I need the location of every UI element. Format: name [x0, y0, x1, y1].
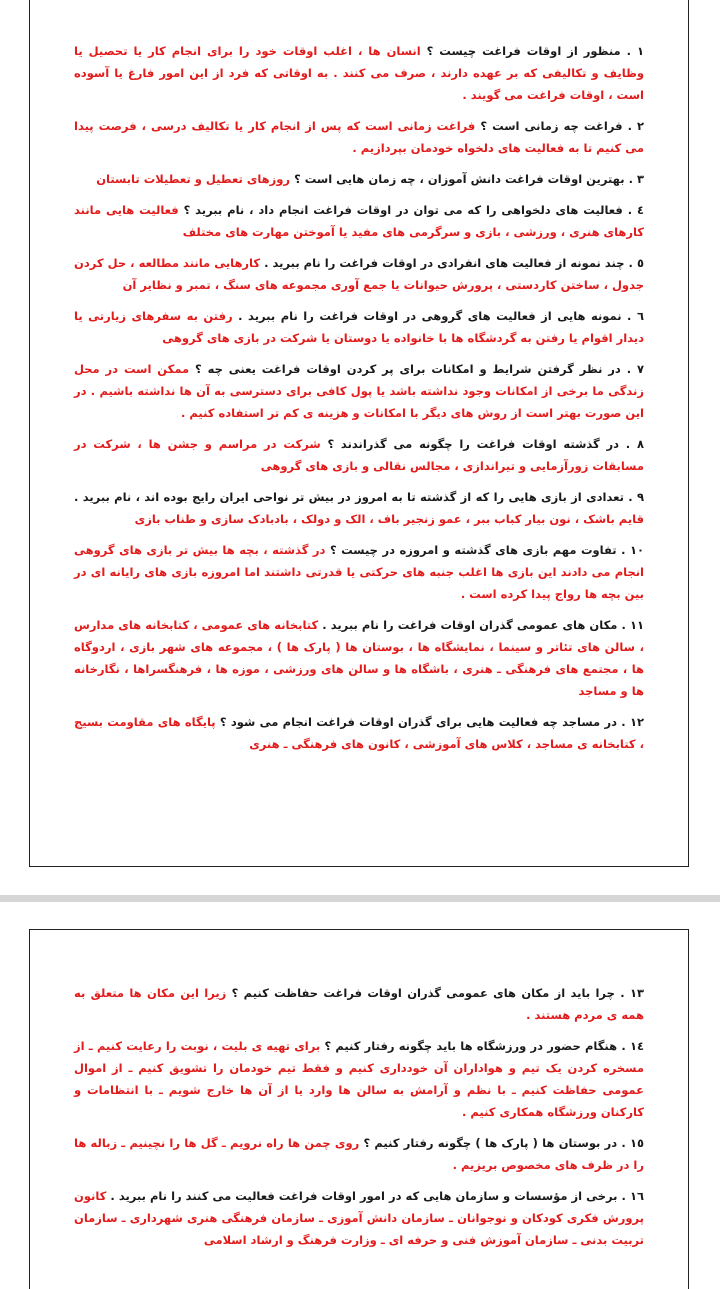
question: ۱٤ . هنگام حضور در ورزشگاه ها باید چگونه رفتار کنیم ؟ [324, 1039, 644, 1053]
question: ۱٥ . در بوستان ها ( پارک ها ) چگونه رفتار کنیم ؟ [363, 1136, 644, 1150]
document-page-1 [29, 0, 689, 867]
answer: روی چمن ها راه نرویم ـ گل ها را نچینیم ـ زباله ها را در ظرف های مخصوص بریزیم . [74, 1136, 644, 1172]
question: ۲ . فراغت چه زمانی است ؟ [480, 119, 644, 133]
question: ۱٦ . برخی از مؤسسات و سازمان هایی که در امور اوقات فراغت فعالیت می کنند را نام ببرید . [110, 1189, 644, 1203]
qa-item-4 [74, 199, 644, 243]
answer: قایم باشک ، نون بیار کباب ببر ، عمو زنجیر باف ، الک و دولک ، بادبادک سازی و طناب بازی [134, 512, 644, 526]
qa-item-9 [74, 486, 644, 530]
qa-item-11 [74, 614, 644, 702]
answer: پایگاه های مقاومت بسیج ، کتابخانه ی مساجد ، کلاس های آموزشی ، کانون های فرهنگی ـ هنری [74, 715, 644, 751]
answer: انسان ها ، اغلب اوقات خود را برای انجام کار یا تحصیل یا وظایف و تکالیفی که بر عهده دارند ، صرف می کنند . به اوقاتی که فرد از این امور فارغ یا آسوده است ، اوقات فراغت می گویند . [74, 44, 644, 102]
qa-item-8 [74, 433, 644, 477]
qa-item-10 [74, 539, 644, 605]
qa-item-5 [74, 252, 644, 296]
document-page-2 [29, 929, 689, 1289]
answer: شرکت در مراسم و جشن ها ، شرکت در مسابقات زورآزمایی و تیراندازی ، مجالس نقالی و بازی های گروهی [74, 437, 644, 473]
answer: کتابخانه های عمومی ، کتابخانه های مدارس ، سالن های تئاتر و سینما ، نمایشگاه ها ، بوستان ها ( پارک ها ) ، مجموعه های شهر بازی ، اردوگاه ها ، مجتمع های فرهنگی ـ هنری ، باشگاه ها و سالن های ورزشی ، موزه ها ، فرهنگسراها ، نگارخانه ها و مساجد [74, 618, 644, 698]
question: ٦ . نمونه هایی از فعالیت های گروهی در اوقات فراغت را نام ببرید . [238, 309, 644, 323]
answer: در گذشته ، بچه ها بیش تر بازی های گروهی انجام می دادند این بازی ها اغلب جنبه های حرکتی یا قدرتی داشتند اما امروزه بازی های رایانه ای در بین بچه ها رواج پیدا کرده است . [74, 543, 644, 601]
question: ۱۰ . تفاوت مهم بازی های گذشته و امروزه در چیست ؟ [329, 543, 644, 557]
qa-item-13 [74, 982, 644, 1026]
qa-item-2 [74, 115, 644, 159]
question: ۹ . تعدادی از بازی هایی را که از گذشته تا به امروز در بیش تر نواحی ایران رایج بوده اند ، نام ببرید . [74, 490, 644, 504]
qa-item-16 [74, 1185, 644, 1251]
question: ۱۳ . چرا باید از مکان های عمومی گذران اوقات فراغت حفاظت کنیم ؟ [231, 986, 644, 1000]
qa-item-12 [74, 711, 644, 755]
answer: فراغت زمانی است که پس از انجام کار یا تکالیف درسی ، فرصت پیدا می کنیم تا به فعالیت های دلخواه خودمان بپردازیم . [74, 119, 644, 155]
answer: روزهای تعطیل و تعطیلات تابستان [96, 172, 291, 186]
question: ۱۱ . مکان های عمومی گذران اوقات فراغت را نام ببرید . [322, 618, 644, 632]
qa-item-15 [74, 1132, 644, 1176]
question: ٥ . چند نمونه از فعالیت های انفرادی در اوقات فراغت را نام ببرید . [264, 256, 644, 270]
question: ۱۲ . در مساجد چه فعالیت هایی برای گذران اوقات فراغت انجام می شود ؟ [219, 715, 644, 729]
question: ۷ . در نظر گرفتن شرایط و امکانات برای پر کردن اوقات فراغت یعنی چه ؟ [195, 362, 644, 376]
qa-item-14 [74, 1035, 644, 1123]
answer: برای تهیه ی بلیت ، نوبت را رعایت کنیم ـ از مسخره کردن یک تیم و هواداران آن خودداری کنیم و فقط تیم خودمان را تشویق کنیم ـ از اموال عمومی حفاظت کنیم ـ با نظم و آرامش به سالن ها وارد یا از آن ها خارج شویم ـ با انتظامات و کارکنان ورزشگاه همکاری کنیم . [74, 1039, 644, 1119]
answer: زیرا این مکان ها متعلق به همه ی مردم هستند . [74, 986, 644, 1022]
qa-item-7 [74, 358, 644, 424]
qa-item-1 [74, 40, 644, 106]
answer: رفتن به سفرهای زیارتی یا دیدار اقوام یا رفتن به گردشگاه ها با خانواده یا دوستان یا شرکت در بازی های گروهی [74, 309, 644, 345]
page-separator [0, 895, 720, 902]
qa-item-6 [74, 305, 644, 349]
answer: فعالیت هایی مانند کارهای هنری ، ورزشی ، بازی و سرگرمی های مفید یا آموختن مهارت های مختلف [74, 203, 644, 239]
question: ۱ . منظور از اوقات فراغت چیست ؟ [426, 44, 644, 58]
answer: کارهایی مانند مطالعه ، حل کردن جدول ، ساختن کاردستی ، پرورش حیوانات یا جمع آوری مجموعه های سنگ ، تمبر و نظایر آن [74, 256, 644, 292]
answer: کانون پرورش فکری کودکان و نوجوانان ـ سازمان دانش آموزی ـ سازمان فرهنگی هنری شهرداری ـ سازمان تربیت بدنی ـ سازمان آموزش فنی و حرفه ای ـ وزارت فرهنگ و ارشاد اسلامی [74, 1189, 644, 1247]
question: ٤ . فعالیت های دلخواهی را که می توان در اوقات فراغت انجام داد ، نام ببرید ؟ [183, 203, 644, 217]
question: ۳ . بهترین اوقات فراغت دانش آموزان ، چه زمان هایی است ؟ [294, 172, 644, 186]
question: ۸ . در گذشته اوقات فراغت را چگونه می گذراندند ؟ [327, 437, 644, 451]
answer: ممکن است در محل زندگی ما برخی از امکانات وجود نداشته باشد یا پول کافی برای دسترسی به آن ها نداشته باشیم . در این صورت بهتر است از روش های دیگر با امکانات و هزینه ی کم تر استفاده کنیم . [74, 362, 644, 420]
qa-item-3 [74, 168, 644, 190]
